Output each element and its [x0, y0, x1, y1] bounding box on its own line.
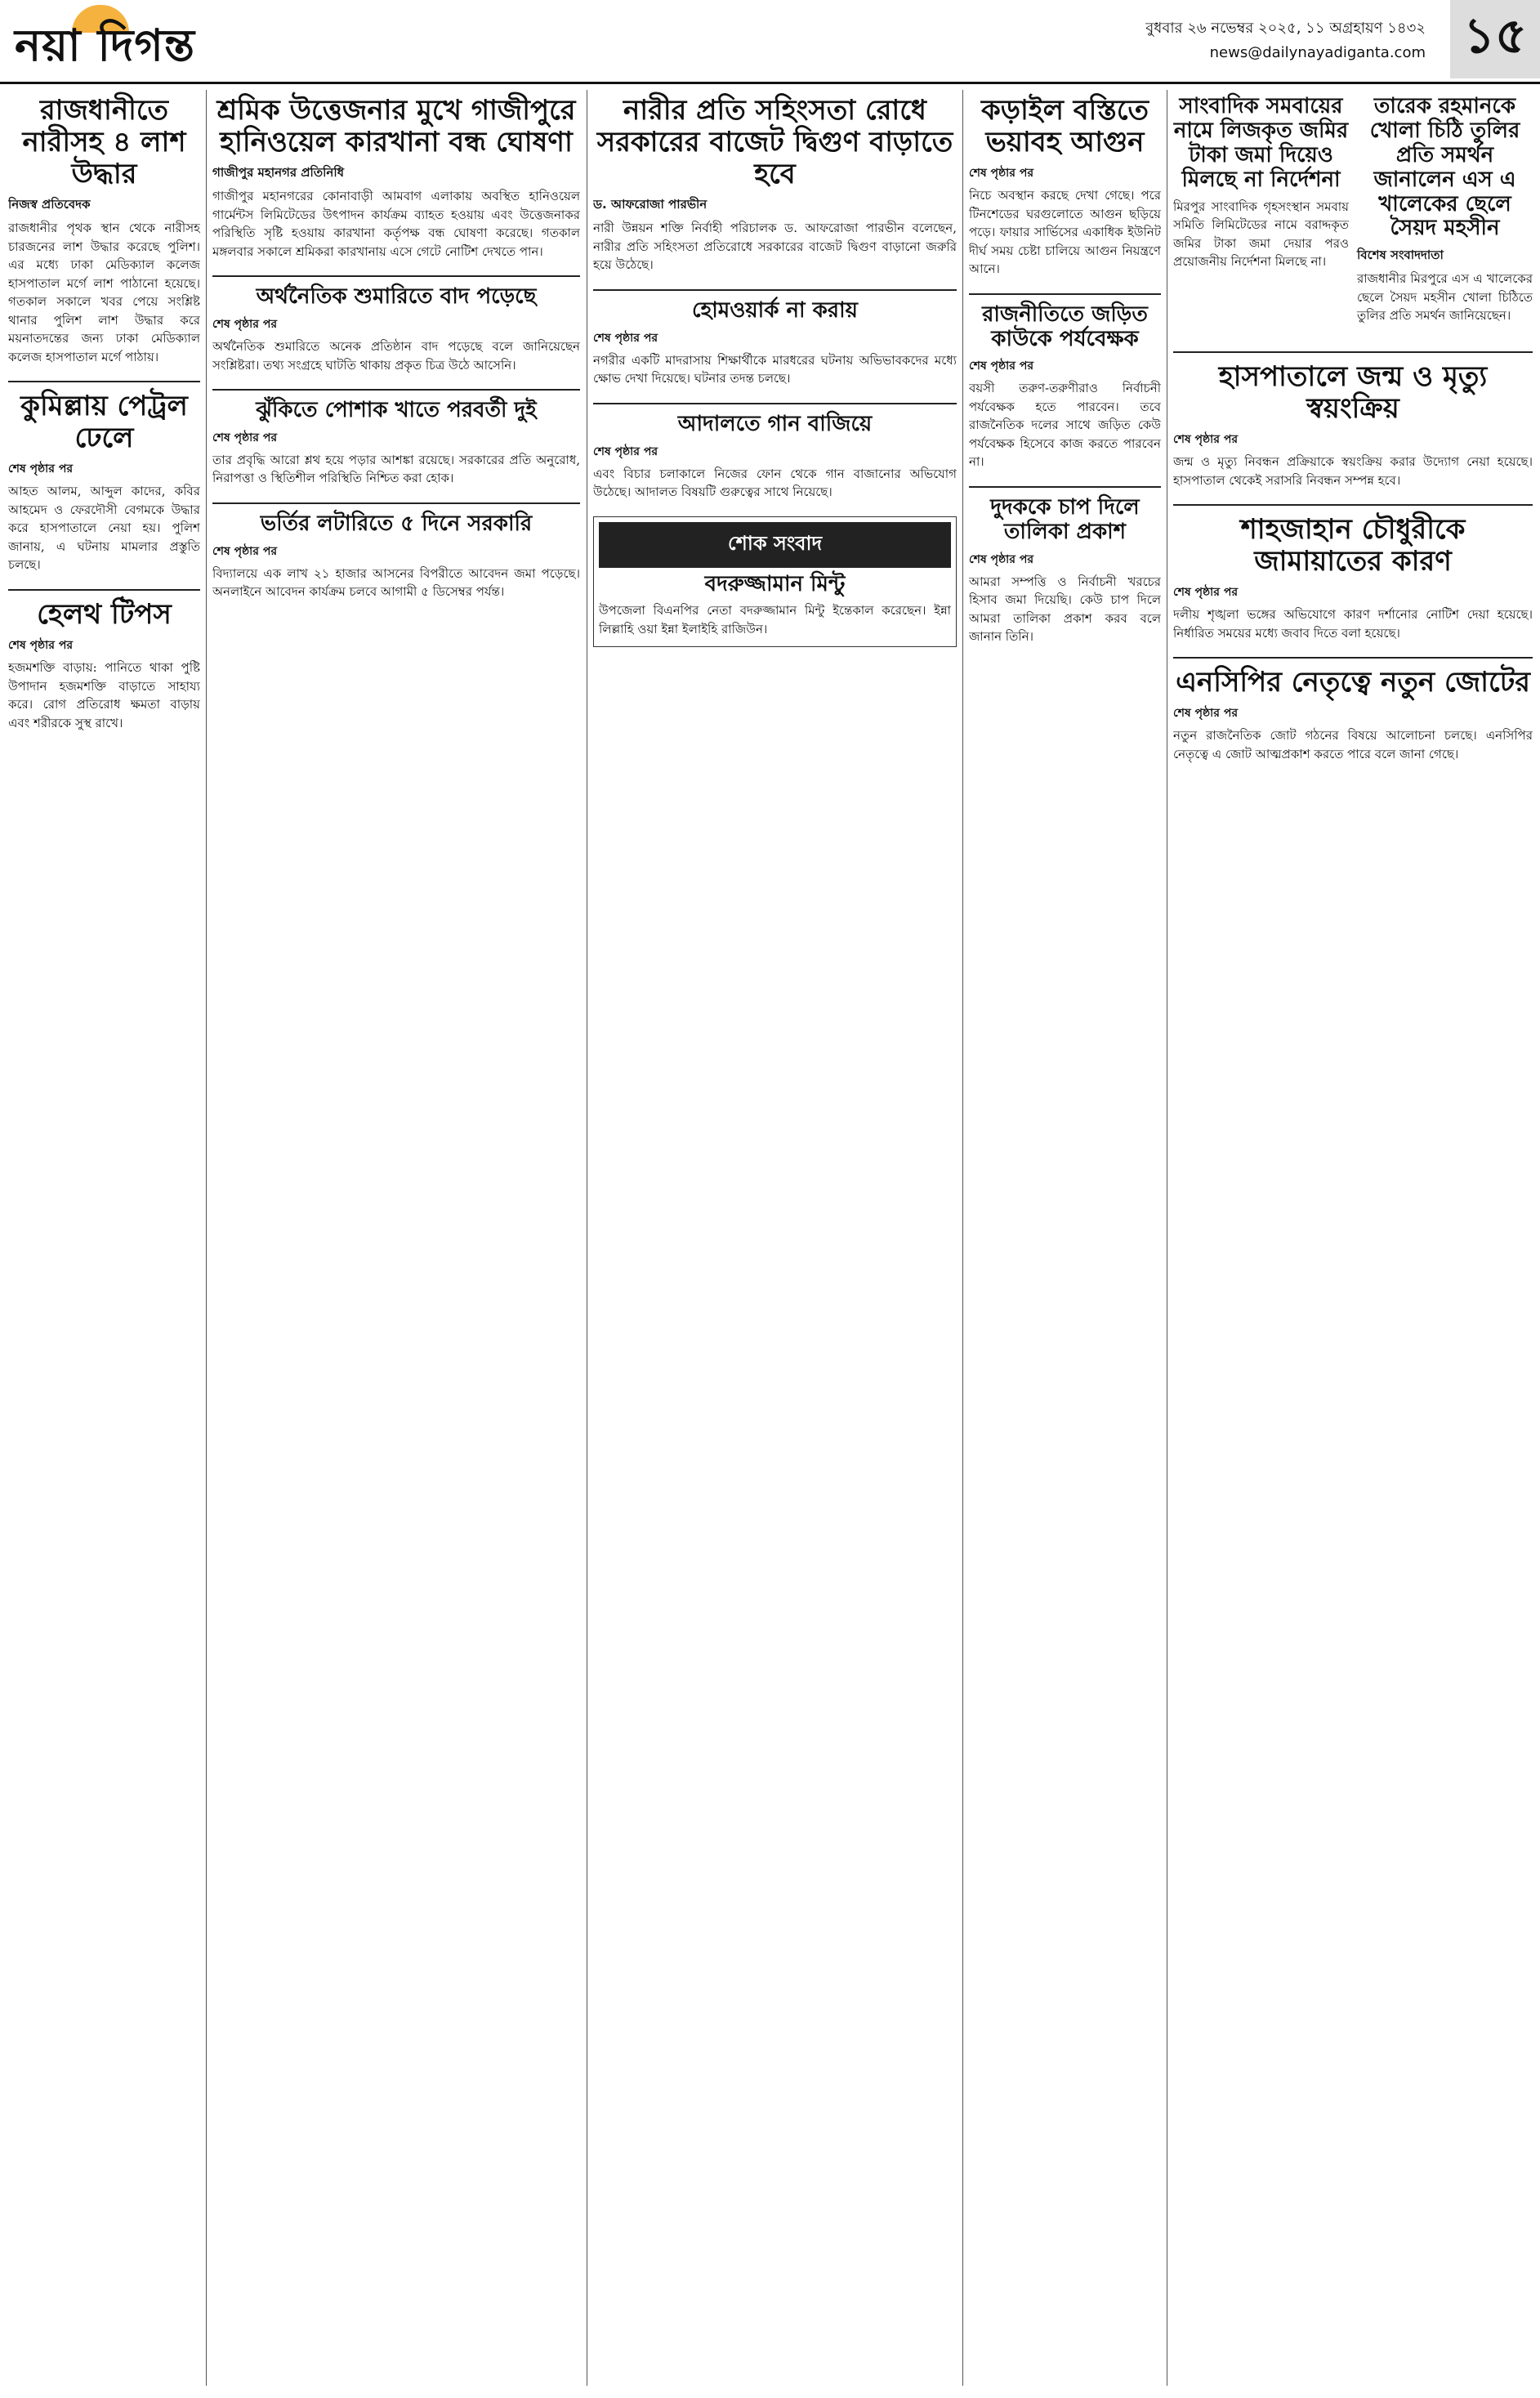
divider — [212, 502, 580, 504]
newspaper-logo: নয়া দিগন্ত — [15, 11, 195, 85]
continuation-label: শেষ পৃষ্ঠার পর — [969, 167, 1034, 181]
headline: দুদককে চাপ দিলে তালিকা প্রকাশ — [990, 494, 1140, 544]
headline: রাজধানীতে নারীসহ ৪ লাশ উদ্ধার — [22, 94, 186, 191]
continuation-label: শেষ পৃষ্ঠার পর — [212, 431, 278, 444]
obituary-name: বদরুজ্জামান মিন্টু — [704, 571, 846, 596]
story-text: হজমশক্তি বাড়ায়: পানিতে থাকা পুষ্টি উপাদান হজমশক্তি বাড়াতে সাহায্য করে। রোগ প্রতিরোধ ক্ষমতা বাড়ায় এবং শরীরকে সুস্থ রাখে। — [8, 660, 200, 730]
story-text: এবং বিচার চলাকালে নিজের ফোন থেকে গান বাজানোর অভিযোগ উঠেছে। আদালত বিষয়টি গুরুত্বের সাথে নিয়েছে। — [593, 466, 957, 500]
continuation-label: শেষ পৃষ্ঠার পর — [593, 331, 658, 345]
story-text: দলীয় শৃঙ্খলা ভঙ্গের অভিযোগে কারণ দর্শানোর নোটিশ দেয়া হয়েছে। নির্ধারিত সময়ের মধ্যে জবাব দিতে বলা হয়েছে। — [1173, 607, 1533, 641]
story-observer — [969, 303, 1161, 471]
divider — [593, 403, 957, 404]
column-3 — [593, 90, 957, 2386]
headline: কড়াইল বস্তিতে ভয়াবহ আগুন — [980, 94, 1149, 159]
story-birth-death — [1173, 361, 1533, 489]
headline: ভর্তির লটারিতে ৫ দিনে সরকারি — [260, 511, 533, 536]
story-korail-fire — [969, 95, 1161, 279]
story-court-song — [593, 413, 957, 502]
divider — [1173, 504, 1533, 506]
divider — [969, 486, 1161, 488]
continuation-label: শেষ পৃষ্ঠার পর — [212, 544, 278, 558]
contact-email: news@dailynayadiganta.com — [1209, 44, 1426, 61]
story-text: আমরা সম্পত্তি ও নির্বাচনী খরচের হিসাব জমা দিয়েছি। কেউ চাপ দিলে আমরা তালিকা প্রকাশ করব বলে জানান তিনি। — [969, 574, 1161, 645]
story-dudok — [969, 496, 1161, 646]
headline: শাহজাহান চৌধুরীকে জামায়াতের কারণ — [1240, 513, 1466, 578]
story-text: বিদ্যালয়ে এক লাখ ২১ হাজার আসনের বিপরীতে আবেদন জমা পড়েছে। অনলাইনে আবেদন কার্যক্রম চলবে আগামী ৫ ডিসেম্বর পর্যন্ত। — [212, 565, 580, 600]
masthead — [0, 0, 1540, 84]
page-number: ১৫ — [1450, 0, 1540, 78]
continuation-label: শেষ পৃষ্ঠার পর — [1173, 586, 1239, 600]
story-health-tips — [8, 599, 200, 732]
story-text: জন্ম ও মৃত্যু নিবন্ধন প্রক্রিয়াকে স্বয়ংক্রিয় করার উদ্যোগ নেয়া হয়েছে। হাসপাতাল থেকেই সরাসরি নিবন্ধন সম্পন্ন হবে। — [1173, 454, 1533, 488]
byline: নিজস্ব প্রতিবেদক — [8, 197, 91, 212]
divider — [593, 289, 957, 291]
divider — [1173, 351, 1533, 353]
headline: হাসপাতালে জন্ম ও মৃত্যু স্বয়ংক্রিয় — [1218, 359, 1488, 425]
headline: রাজনীতিতে জড়িত কাউকে পর্যবেক্ষক — [982, 301, 1148, 351]
continuation-label: শেষ পৃষ্ঠার পর — [1173, 433, 1239, 447]
story-text: নারী উন্নয়ন শক্তি নির্বাহী পরিচালক ড. আফরোজা পারভীন বলেছেন, নারীর প্রতি সহিংসতা প্রতিরোধে সরকারের বাজেট দ্বিগুণ বাড়ানো জরুরি হয়ে উঠেছে। — [593, 221, 957, 273]
column-4 — [969, 90, 1161, 2386]
column-1 — [8, 90, 200, 2386]
story-text: মিরপুর সাংবাদিক গৃহসংস্থান সমবায় সমিতি লিমিটেডের নামে বরাদ্দকৃত জমির টাকা জমা দেয়ার পরও প্রয়োজনীয় নির্দেশনা মিলছে না। — [1173, 199, 1349, 270]
dateline — [1145, 16, 1426, 65]
continuation-label: শেষ পৃষ্ঠার পর — [593, 444, 658, 458]
column-rule — [206, 90, 207, 2386]
continuation-label: শেষ পৃষ্ঠার পর — [212, 318, 278, 332]
story-gazipur — [212, 95, 580, 261]
headline: অর্থনৈতিক শুমারিতে বাদ পড়েছে — [256, 284, 537, 310]
divider — [8, 381, 200, 382]
headline: সাংবাদিক সমবায়ের নামে লিজকৃত জমির টাকা জমা দিয়েও মিলছে না নির্দেশনা — [1173, 94, 1349, 192]
divider — [212, 275, 580, 277]
divider — [212, 389, 580, 391]
continuation-label: শেষ পৃষ্ঠার পর — [8, 462, 74, 476]
continuation-label: শেষ পৃষ্ঠার পর — [1173, 707, 1239, 721]
obituary-header: শোক সংবাদ — [599, 522, 951, 568]
headline: নারীর প্রতি সহিংসতা রোধে সরকারের বাজেট দ্বিগুণ বাড়াতে হবে — [596, 94, 953, 191]
story-journalist-land — [1173, 90, 1349, 328]
divider — [1173, 657, 1533, 659]
story-dhaka-bodies — [8, 95, 200, 366]
story-open-letter — [1357, 90, 1533, 328]
story-cumilla-petrol — [8, 391, 200, 574]
obituary-box — [593, 516, 957, 648]
story-garment-risk — [212, 399, 580, 488]
headline: আদালতে গান বাজিয়ে — [677, 411, 873, 436]
headline: তারেক রহমানকে খোলা চিঠি তুলির প্রতি সমর্থন জানালেন এস এ খালেকের ছেলে সৈয়দ মহসীন — [1369, 94, 1520, 241]
headline: হোমওয়ার্ক না করায় — [692, 297, 858, 323]
story-admission-lottery — [212, 512, 580, 601]
story-homework — [593, 299, 957, 388]
headline: ঝুঁকিতে পোশাক খাতে পরবর্তী দুই — [256, 398, 537, 423]
continuation-label: শেষ পৃষ্ঠার পর — [969, 552, 1034, 566]
byline: ড. আফরোজা পারভীন — [593, 197, 708, 212]
obituary-text: উপজেলা বিএনপির নেতা বদরুজ্জামান মিন্টু ইন্তেকাল করেছেন। ইন্না লিল্লাহি ওয়া ইন্না ইলাইহি রাজিউন। — [599, 603, 951, 636]
story-text: নিচে অবস্থান করছে দেখা গেছে। পরে টিনশেডের ঘরগুলোতে আগুন ছড়িয়ে পড়ে। ফায়ার সার্ভিসের একাধিক ইউনিট দীর্ঘ সময় চেষ্টা চালিয়ে আগুন নিয়ন্ত্রণে আনে। — [969, 188, 1161, 277]
story-shahjahan — [1173, 514, 1533, 642]
headline: কুমিল্লায় পেট্রল ঢেলে — [20, 390, 188, 455]
divider — [969, 293, 1161, 295]
column-rule — [962, 90, 963, 2386]
column-5 — [1173, 90, 1533, 2386]
story-economic-census — [212, 285, 580, 374]
continuation-label: শেষ পৃষ্ঠার পর — [8, 639, 74, 653]
headline: এনসিপির নেতৃত্বে নতুন জোটের — [1176, 666, 1530, 699]
story-text: নতুন রাজনৈতিক জোট গঠনের বিষয়ে আলোচনা চলছে। এনসিপির নেতৃত্বে এ জোট আত্মপ্রকাশ করতে পারে বলে জানা গেছে। — [1173, 728, 1533, 761]
issue-date: বুধবার ২৬ নভেম্বর ২০২৫, ১১ অগ্রহায়ণ ১৪৩২ — [1145, 20, 1426, 37]
byline: বিশেষ সংবাদদাতা — [1357, 248, 1444, 263]
story-text: গাজীপুর মহানগরের কোনাবাড়ী আমবাগ এলাকায় অবস্থিত হানিওয়েল গার্মেন্টস লিমিটেডের উৎপাদন কার্যক্রম ব্যাহত হওয়ায় এবং উত্তেজনাকর পরিস্থিতি সৃষ্টি হওয়ায় কারখানা কর্তৃপক্ষ বন্ধ ঘোষণা করেছে। গতকাল মঙ্গলবার সকালে শ্রমিকরা কারখানায় এসে গেটে নোটিশ দেখতে পান। — [212, 189, 580, 259]
story-ncp-alliance — [1173, 667, 1533, 763]
continuation-label: শেষ পৃষ্ঠার পর — [969, 359, 1034, 373]
headline: হেলথ টিপস — [37, 597, 172, 631]
story-women-violence — [593, 95, 957, 275]
story-text: বয়সী তরুণ-তরুণীরাও নির্বাচনী পর্যবেক্ষক হতে পারবেন। তবে রাজনৈতিক দলের সাথে জড়িত কেউ পর্যবেক্ষক হিসেবে কাজ করতে পারবেন না। — [969, 381, 1161, 470]
column-2 — [212, 90, 580, 2386]
story-text: রাজধানীর পৃথক স্থান থেকে নারীসহ চারজনের লাশ উদ্ধার করেছে পুলিশ। এর মধ্যে ঢাকা মেডিক্যাল কলেজ হাসপাতাল মর্গে লাশ পাঠানো হয়েছে। গতকাল সকালে খবর পেয়ে সংশ্লিষ্ট থানার পুলিশ লাশ উদ্ধার করে ময়নাতদন্তের জন্য ঢাকা মেডিক্যাল কলেজ হাসপাতাল মর্গে পাঠায়। — [8, 221, 200, 364]
story-text: তার প্রবৃদ্ধি আরো শ্লথ হয়ে পড়ার আশঙ্কা রয়েছে। সরকারের প্রতি অনুরোধ, নিরাপত্তা ও স্থিতিশীল পরিস্থিতি নিশ্চিত করা হোক। — [212, 452, 580, 486]
headline: শ্রমিক উত্তেজনার মুখে গাজীপুরে হানিওয়েল কারখানা বন্ধ ঘোষণা — [216, 94, 576, 159]
story-text: অর্থনৈতিক শুমারিতে অনেক প্রতিষ্ঠান বাদ পড়েছে বলে জানিয়েছেন সংশ্লিষ্টরা। তথ্য সংগ্রহে ঘাটতি থাকায় প্রকৃত চিত্র উঠে আসেনি। — [212, 339, 580, 373]
byline: গাজীপুর মহানগর প্রতিনিধি — [212, 165, 345, 181]
story-text: আহত আলম, আব্দুল কাদের, কবির আহমেদ ও ফেরদৌসী বেগমকে উদ্ধার করে হাসপাতালে নেয়া হয়। পুলিশ জানায়, এ ঘটনায় মামলার প্রস্তুতি চলছে। — [8, 484, 200, 573]
divider — [8, 589, 200, 591]
story-text: নগরীর একটি মাদরাসায় শিক্ষার্থীকে মারধরের ঘটনায় অভিভাবকদের মধ্যে ক্ষোভ দেখা দিয়েছে। ঘটনার তদন্ত চলছে। — [593, 352, 957, 386]
story-text: রাজধানীর মিরপুরে এস এ খালেকের ছেলে সৈয়দ মহসীন খোলা চিঠিতে তুলির প্রতি সমর্থন জানিয়েছেন। — [1357, 271, 1533, 324]
